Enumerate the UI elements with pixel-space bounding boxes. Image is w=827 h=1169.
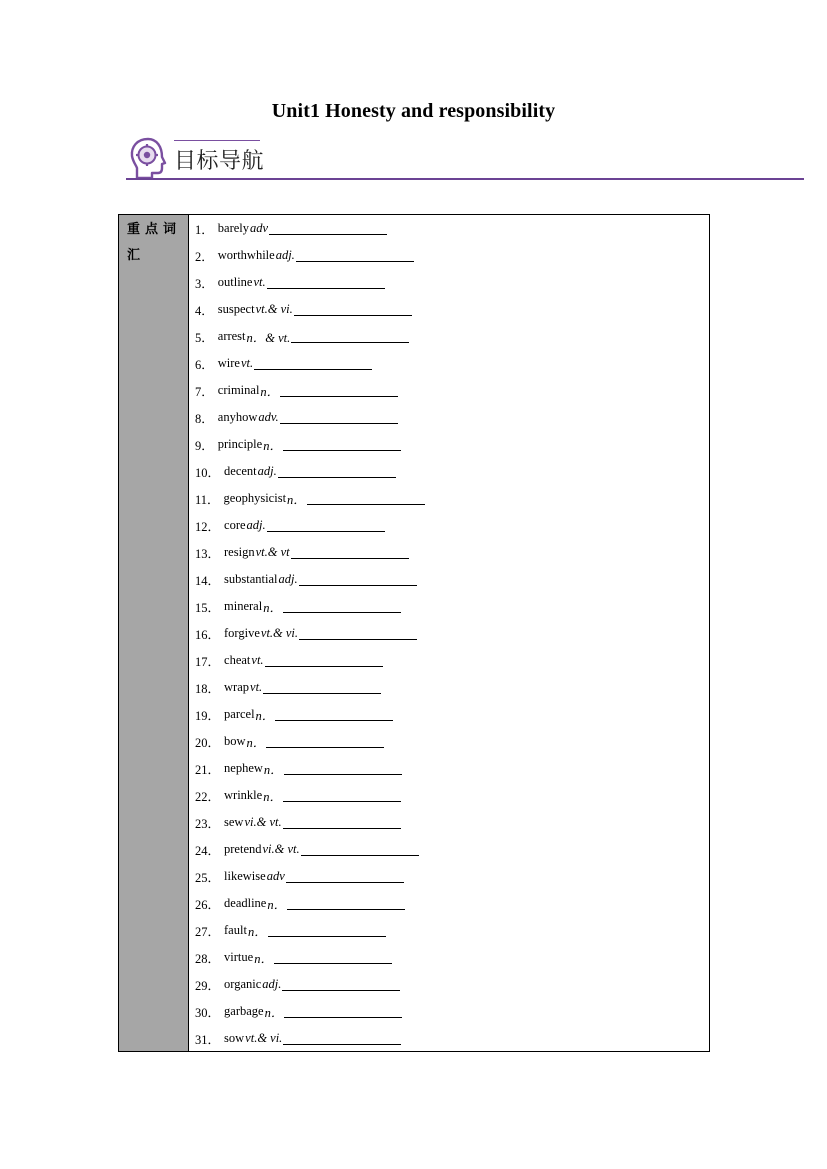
item-word: substantial (224, 572, 278, 586)
part-of-speech: n． (263, 762, 283, 777)
part-of-speech: vt. (253, 275, 266, 289)
item-word: suspect (217, 302, 255, 316)
vocabulary-item (189, 512, 709, 539)
answer-blank[interactable] (291, 546, 409, 559)
item-number: 29． (195, 978, 221, 993)
item-number: 3． (195, 276, 214, 291)
item-word: anyhow (217, 410, 258, 424)
part-of-speech: vt.& vi. (245, 1031, 283, 1045)
item-number: 6． (195, 357, 214, 372)
item-number: 27． (195, 924, 221, 939)
answer-blank[interactable] (283, 438, 401, 451)
part-of-speech: n． (287, 492, 306, 507)
item-number: 9． (195, 438, 214, 453)
item-number: 13． (195, 546, 221, 561)
vocabulary-item (189, 809, 709, 836)
vocabulary-item (189, 836, 709, 863)
vocabulary-item (189, 485, 709, 512)
answer-blank[interactable] (267, 519, 385, 532)
vocabulary-item (189, 296, 709, 323)
item-number: 7． (195, 384, 214, 399)
item-number: 15． (195, 600, 221, 615)
item-word: sew (224, 815, 244, 829)
badge-top-rule (174, 140, 260, 141)
item-word: worthwhile (217, 248, 275, 262)
item-number: 11． (195, 492, 220, 507)
section-underline (126, 178, 804, 180)
item-word: outline (217, 275, 253, 289)
item-word: core (224, 518, 246, 532)
part-of-speech: n． (255, 708, 275, 723)
vocabulary-item (189, 674, 709, 701)
part-of-speech: adv (250, 221, 269, 235)
vocabulary-item (189, 593, 709, 620)
item-word: cheat (224, 653, 251, 667)
item-word: forgive (224, 626, 260, 640)
part-of-speech: n． (264, 1005, 284, 1020)
answer-blank[interactable] (299, 573, 417, 586)
item-word: virtue (224, 950, 254, 964)
vocabulary-item (189, 755, 709, 782)
answer-blank[interactable] (284, 762, 402, 775)
answer-blank[interactable] (301, 843, 419, 856)
category-label: 重点词汇 (119, 215, 189, 1051)
vocabulary-item (189, 404, 709, 431)
item-word: criminal (217, 383, 260, 397)
item-number: 24． (195, 843, 221, 858)
answer-blank[interactable] (280, 411, 398, 424)
item-number: 21． (195, 762, 221, 777)
item-word: wrap (224, 680, 250, 694)
part-of-speech: n．& vt. (246, 330, 291, 345)
vocabulary-item (189, 431, 709, 458)
vocabulary-item (189, 647, 709, 674)
answer-blank[interactable] (268, 924, 386, 937)
part-of-speech: n． (263, 789, 282, 804)
part-of-speech: n． (267, 897, 287, 912)
item-word: garbage (224, 1004, 264, 1018)
part-of-speech: adv (266, 869, 285, 883)
part-of-speech: n． (247, 924, 267, 939)
answer-blank[interactable] (287, 897, 405, 910)
part-of-speech: adj. (278, 572, 298, 586)
item-word: sow (224, 1031, 245, 1045)
part-of-speech: vt. (251, 653, 264, 667)
item-number: 23． (195, 816, 221, 831)
item-number: 14． (195, 573, 221, 588)
item-word: parcel (224, 707, 255, 721)
vocabulary-item (189, 1025, 709, 1052)
item-number: 18． (195, 681, 221, 696)
answer-blank[interactable] (283, 816, 401, 829)
vocabulary-item (189, 620, 709, 647)
answer-blank[interactable] (307, 492, 425, 505)
part-of-speech: vi.& vt. (262, 842, 300, 856)
vocabulary-item (189, 269, 709, 296)
part-of-speech: adv. (258, 410, 279, 424)
part-of-speech: vt. (240, 356, 254, 370)
page-title: Unit1 Honesty and responsibility (271, 100, 556, 122)
part-of-speech: adj. (275, 248, 295, 262)
item-number: 8． (195, 411, 214, 426)
vocabulary-item (189, 458, 709, 485)
answer-blank[interactable] (269, 222, 387, 235)
part-of-speech: n． (254, 951, 273, 966)
item-number: 4． (195, 303, 214, 318)
vocabulary-item (189, 242, 709, 269)
item-number: 28． (195, 951, 221, 966)
item-number: 17． (195, 654, 221, 669)
item-word: bow (224, 734, 246, 748)
vocabulary-item (189, 971, 709, 998)
section-badge (126, 136, 804, 182)
answer-blank[interactable] (283, 1032, 401, 1045)
part-of-speech: n． (260, 384, 280, 399)
vocabulary-item (189, 350, 709, 377)
answer-blank[interactable] (266, 735, 384, 748)
item-word: wrinkle (224, 788, 263, 802)
vocabulary-item (189, 566, 709, 593)
item-word: nephew (224, 761, 263, 775)
item-word: wire (217, 356, 240, 370)
part-of-speech: vt. (250, 680, 263, 694)
part-of-speech: n． (263, 438, 282, 453)
item-number: 1． (195, 222, 214, 237)
vocabulary-item (189, 890, 709, 917)
answer-blank[interactable] (265, 654, 383, 667)
answer-blank[interactable] (291, 330, 409, 343)
item-number: 31． (195, 1032, 221, 1047)
answer-blank[interactable] (280, 384, 398, 397)
vocabulary-item (189, 782, 709, 809)
part-of-speech: adj. (246, 518, 266, 532)
head-with-gears-icon (128, 136, 168, 180)
part-of-speech: vt.& vi. (260, 626, 299, 640)
item-number: 30． (195, 1005, 221, 1020)
item-number: 26． (195, 897, 221, 912)
item-word: deadline (224, 896, 267, 910)
item-number: 25． (195, 870, 221, 885)
vocabulary-item (189, 323, 709, 350)
item-word: principle (217, 437, 263, 451)
vocabulary-item (189, 539, 709, 566)
item-word: barely (217, 221, 249, 235)
item-word: organic (224, 977, 262, 991)
answer-blank[interactable] (278, 465, 396, 478)
item-number: 12． (195, 519, 221, 534)
part-of-speech: n． (246, 735, 266, 750)
answer-blank[interactable] (275, 708, 393, 721)
part-of-speech: adj. (262, 977, 282, 991)
item-number: 22． (195, 789, 221, 804)
answer-blank[interactable] (284, 1005, 402, 1018)
part-of-speech: vi.& vt. (244, 815, 282, 829)
vocabulary-item (189, 998, 709, 1025)
vocabulary-item (189, 377, 709, 404)
item-word: fault (224, 923, 247, 937)
item-number: 16． (195, 627, 221, 642)
answer-blank[interactable] (299, 627, 417, 640)
answer-blank[interactable] (263, 681, 381, 694)
answer-blank[interactable] (283, 789, 401, 802)
vocabulary-item (189, 863, 709, 890)
item-word: pretend (224, 842, 262, 856)
answer-blank[interactable] (286, 870, 404, 883)
item-word: decent (224, 464, 257, 478)
item-word: arrest (217, 329, 246, 343)
item-number: 5． (195, 330, 214, 345)
item-word: mineral (224, 599, 263, 613)
vocabulary-item (189, 701, 709, 728)
item-word: likewise (224, 869, 266, 883)
item-number: 10． (195, 465, 221, 480)
vocabulary-item (189, 728, 709, 755)
item-number: 20． (195, 735, 221, 750)
answer-blank[interactable] (274, 951, 392, 964)
part-of-speech: adj. (257, 464, 277, 478)
vocabulary-item (189, 215, 709, 242)
answer-blank[interactable] (282, 978, 400, 991)
answer-blank[interactable] (283, 600, 401, 613)
answer-blank[interactable] (294, 303, 412, 316)
answer-blank[interactable] (267, 276, 385, 289)
answer-blank[interactable] (254, 357, 372, 370)
vocabulary-table (118, 214, 710, 1052)
item-number: 19． (195, 708, 221, 723)
item-word: geophysicist (223, 491, 287, 505)
answer-blank[interactable] (296, 249, 414, 262)
part-of-speech: n． (263, 600, 282, 615)
part-of-speech: vt.& vi. (255, 302, 293, 316)
vocabulary-item (189, 944, 709, 971)
section-badge-label: 目标导航 (174, 149, 265, 174)
part-of-speech: vt.& vt (255, 545, 290, 559)
item-number: 2． (195, 249, 214, 264)
vocabulary-item (189, 917, 709, 944)
item-word: resign (224, 545, 255, 559)
vocabulary-list (189, 215, 709, 1051)
